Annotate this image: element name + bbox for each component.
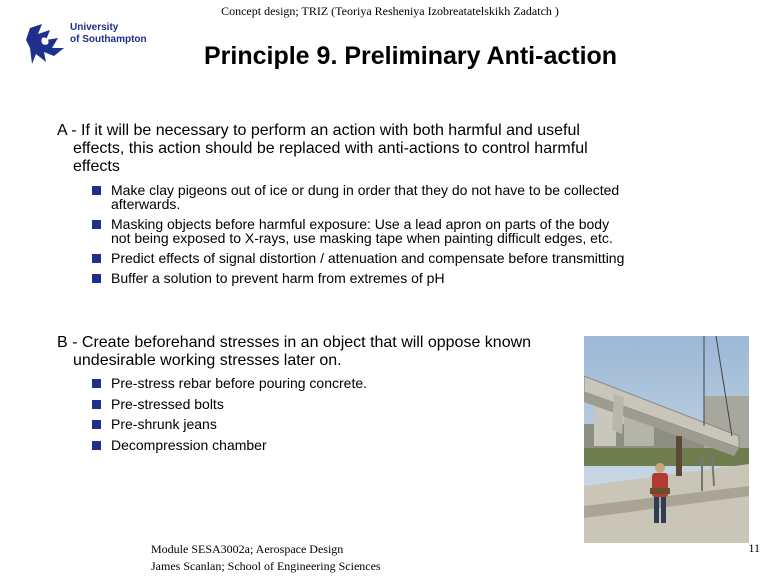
bullet-square-icon — [92, 400, 101, 409]
logo-text — [70, 22, 147, 46]
bullet-text: Decompression chamber — [111, 436, 267, 453]
footer-credits — [151, 541, 381, 575]
bullet-text: Predict effects of signal distortion / attenuation and compensate before transmitting — [111, 250, 625, 266]
bullet-text: Make clay pigeons out of ice or dung in order that they do not have to be collected afterwards. — [111, 182, 620, 212]
prestressed-beam-photo — [584, 336, 749, 543]
bullet-square-icon — [92, 254, 101, 263]
university-logo — [24, 18, 154, 70]
slide-title: Principle 9. Preliminary Anti-action — [204, 42, 618, 70]
bullet-text: Buffer a solution to prevent harm from extremes of pH — [111, 270, 445, 286]
bullet-text: Pre-stressed bolts — [111, 395, 224, 412]
list-item — [92, 183, 632, 211]
list-item — [92, 417, 512, 431]
point-a-bullets — [92, 183, 632, 291]
bullet-text: Masking objects before harmful exposure: Use a lead apron on parts of the body not being exposed to X-rays, use masking tape when painting difficult edges, etc. — [111, 216, 613, 246]
bullet-square-icon — [92, 274, 101, 283]
header-note: Concept design; TRIZ (Teoriya Resheniya Izobreatatelskikh Zadatch ) — [221, 4, 559, 18]
bullet-text: Pre-stress rebar before pouring concrete. — [111, 375, 368, 391]
bullet-text: Pre-shrunk jeans — [111, 416, 217, 432]
page-number: 11 — [748, 541, 760, 555]
dolphin-emblem-icon — [24, 18, 68, 68]
construction-photo — [584, 336, 749, 543]
list-item — [92, 438, 512, 452]
list-item — [92, 251, 632, 265]
list-item — [92, 217, 632, 245]
list-item — [92, 376, 512, 390]
logo-line-2: of Southampton — [70, 34, 147, 45]
list-item — [92, 397, 512, 411]
bullet-square-icon — [92, 379, 101, 388]
bullet-square-icon — [92, 186, 101, 195]
list-item — [92, 271, 632, 285]
logo-line-1: University — [70, 22, 119, 33]
point-b-bullets — [92, 376, 512, 458]
bullet-square-icon — [92, 441, 101, 450]
bullet-square-icon — [92, 420, 101, 429]
point-a-text: A - If it will be necessary to perform an action with both harmful and useful effects, this action should be replaced with anti-actions to control harmful effects — [57, 122, 588, 175]
footer-module: Module SESA3002a; Aerospace Design — [151, 542, 344, 556]
footer-author: James Scanlan; School of Engineering Sciences — [151, 559, 381, 573]
bullet-square-icon — [92, 220, 101, 229]
point-b-text: B - Create beforehand stresses in an object that will oppose known undesirable working stresses later on. — [57, 334, 532, 369]
